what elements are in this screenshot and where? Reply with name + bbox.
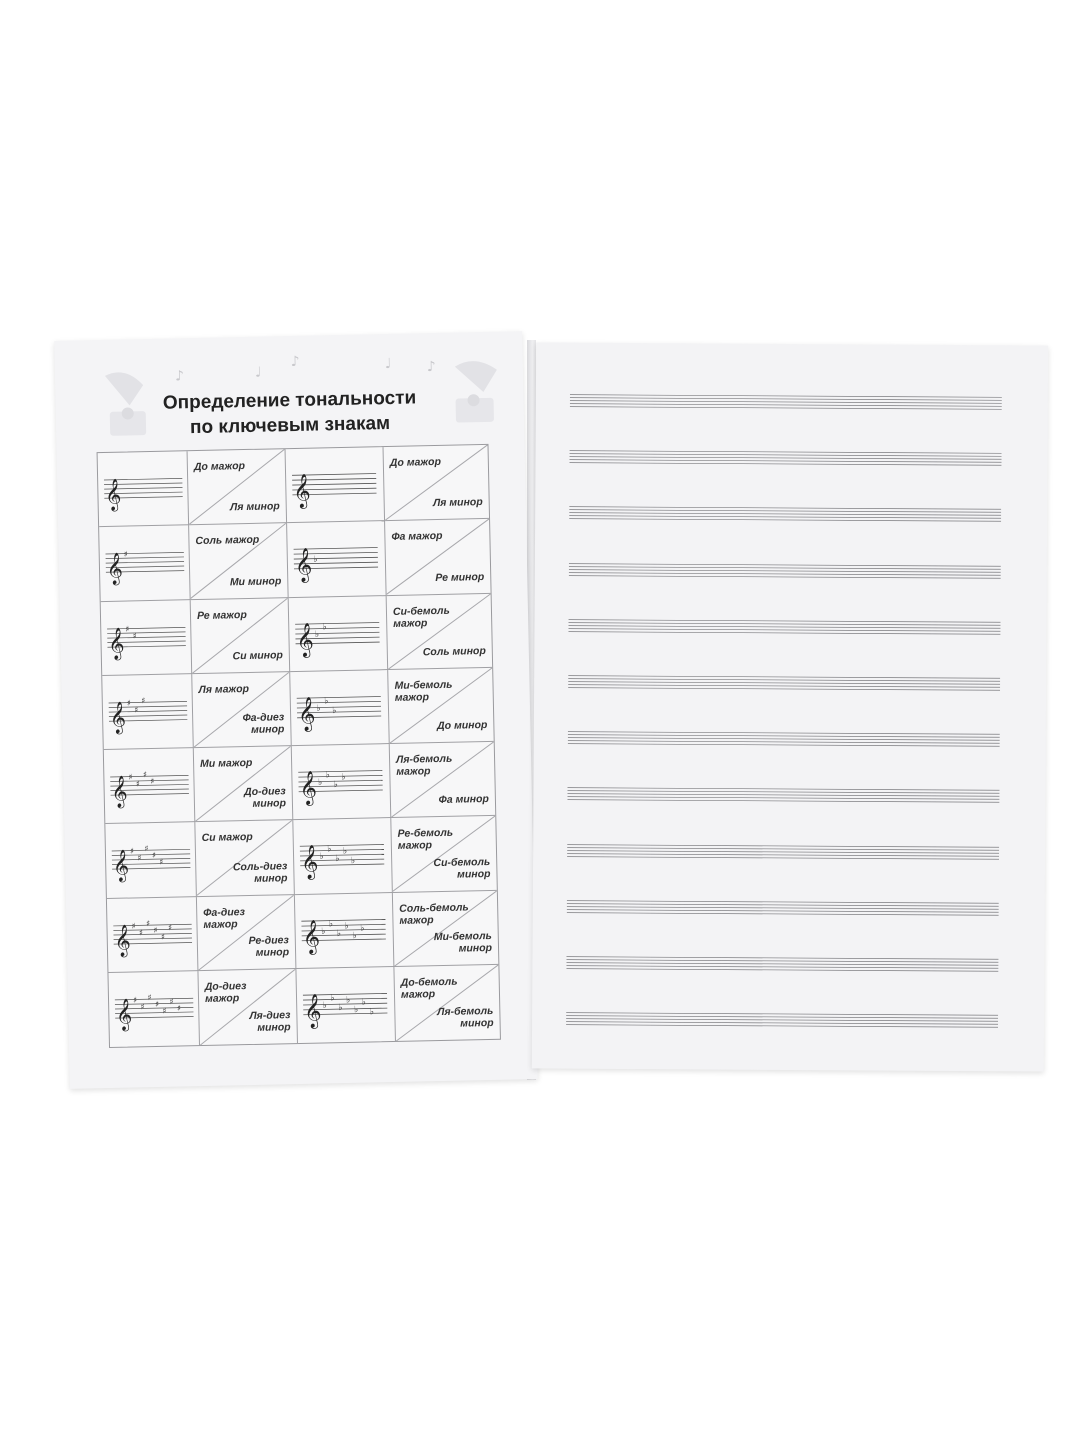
flat-key-staff [294, 684, 383, 734]
minor-key-label: Си минор [232, 649, 283, 663]
key-name-cell [387, 593, 493, 669]
minor-key-label: Фа-диез минор [242, 711, 285, 736]
flat-signature-cell [296, 967, 396, 1043]
minor-key-label: Ми-бемоль минор [433, 929, 493, 955]
treble-clef-icon: 𝄞 [296, 621, 315, 657]
key-name-cell [189, 523, 289, 599]
flat-icon: ♭ [335, 854, 340, 865]
major-key-label: Ля-бемоль мажор [395, 752, 453, 778]
empty-music-staff [566, 1011, 998, 1030]
sharp-signature-cell [101, 600, 193, 676]
treble-clef-icon: 𝄞 [111, 776, 128, 808]
flat-key-staff [299, 907, 388, 957]
sharp-key-staff [113, 985, 196, 1035]
sharp-key-staff [108, 762, 191, 812]
empty-music-staff [568, 674, 1000, 693]
treble-clef-icon: 𝄞 [294, 547, 313, 582]
key-name-cell [197, 895, 297, 971]
sharp-icon: ♯ [123, 548, 128, 560]
sharp-icon: ♯ [135, 778, 140, 789]
flat-icon: ♭ [317, 777, 323, 789]
treble-clef-icon: 𝄞 [106, 553, 124, 585]
flat-icon: ♭ [322, 621, 327, 633]
page-title-line2: по ключевым знакам [189, 412, 391, 439]
sharp-icon: ♯ [169, 995, 174, 1006]
flat-key-staff [290, 461, 379, 511]
minor-key-label: До-диез минор [243, 785, 287, 811]
sharp-icon: ♯ [140, 1001, 145, 1012]
note-icon: ♪ [174, 368, 185, 385]
flat-icon: ♭ [353, 1004, 359, 1015]
major-key-label: До-бемоль мажор [400, 975, 458, 1001]
flat-icon: ♭ [319, 852, 324, 863]
empty-music-staff [566, 955, 998, 974]
note-icon: ♪ [426, 358, 436, 376]
major-key-label: Ре мажор [196, 608, 247, 622]
minor-key-label: Ля минор [432, 496, 483, 510]
sharp-icon: ♯ [131, 920, 136, 931]
flat-signature-cell [295, 893, 395, 969]
flat-key-staff [298, 832, 387, 882]
sharp-icon: ♯ [141, 694, 146, 705]
treble-clef-icon: 𝄞 [303, 992, 322, 1028]
sharp-signature-cell [98, 451, 190, 527]
flat-icon: ♭ [327, 844, 332, 855]
flat-icon: ♭ [342, 846, 348, 857]
key-name-cell [188, 449, 288, 525]
key-name-cell [198, 969, 298, 1045]
major-key-label: До-диез мажор [204, 979, 247, 1005]
sharp-signature-cell [104, 748, 196, 824]
key-name-cell [391, 816, 497, 892]
sharp-key-staff [105, 614, 188, 664]
major-key-label: Си мажор [201, 831, 253, 845]
flat-icon: ♭ [325, 770, 330, 781]
key-name-cell [388, 668, 494, 744]
treble-clef-icon: 𝄞 [299, 770, 318, 805]
minor-key-label: Соль минор [422, 644, 486, 659]
empty-music-staff [567, 842, 999, 861]
major-key-label: Ля мажор [198, 682, 250, 696]
sharp-key-staff [103, 540, 186, 590]
major-key-label: Ре-бемоль мажор [397, 826, 454, 853]
empty-music-staff [568, 617, 1000, 636]
sharp-icon: ♯ [125, 623, 130, 634]
sharp-signature-cell [105, 822, 197, 898]
sharp-icon: ♯ [159, 856, 164, 867]
treble-clef-icon: 𝄞 [109, 702, 127, 734]
sharp-icon: ♯ [150, 775, 155, 786]
sharp-signature-cell [102, 674, 194, 750]
right-page-staff-paper [532, 342, 1048, 1071]
flat-icon: ♭ [321, 926, 326, 937]
flat-icon: ♭ [324, 696, 329, 707]
flat-icon: ♭ [369, 1006, 375, 1018]
empty-music-staff [567, 898, 999, 917]
sharp-icon: ♯ [167, 921, 173, 932]
key-signature-table [97, 444, 501, 1048]
sharp-icon: ♯ [162, 1005, 167, 1016]
treble-clef-icon: 𝄞 [114, 924, 132, 957]
treble-clef-icon: 𝄞 [104, 479, 122, 511]
sharp-icon: ♯ [132, 629, 137, 640]
sharp-icon: ♯ [129, 845, 135, 857]
sharp-icon: ♯ [144, 843, 149, 854]
flat-icon: ♭ [341, 772, 346, 783]
flat-icon: ♭ [322, 1000, 327, 1011]
sharp-signature-cell [99, 525, 191, 601]
flat-icon: ♭ [336, 928, 342, 939]
left-page [54, 331, 538, 1089]
key-name-cell [195, 820, 295, 896]
flat-icon: ♭ [361, 997, 367, 1008]
note-icon: ♩ [384, 355, 392, 373]
flat-signature-cell [289, 596, 389, 672]
flat-icon: ♭ [313, 555, 318, 566]
major-key-label: Си-бемоль мажор [392, 604, 450, 630]
minor-key-label: Си-бемоль минор [433, 855, 491, 881]
sharp-key-staff [110, 836, 193, 886]
sharp-icon: ♯ [147, 991, 152, 1002]
sharp-icon: ♯ [142, 769, 148, 780]
page-title-line1: Определение тональности [162, 387, 417, 414]
sharp-icon: ♯ [132, 994, 138, 1005]
minor-key-label: Фа минор [438, 793, 490, 807]
major-key-label: Соль мажор [195, 533, 260, 548]
flat-icon: ♭ [316, 703, 321, 714]
sharp-icon: ♯ [128, 771, 133, 782]
treble-clef-icon: 𝄞 [292, 473, 312, 508]
minor-key-label: Ми минор [229, 574, 282, 588]
empty-music-staff [568, 730, 1000, 749]
flat-signature-cell [287, 521, 387, 597]
note-icon: ♩ [254, 364, 262, 381]
note-icon: ♪ [290, 353, 300, 371]
key-name-cell [384, 445, 490, 521]
major-key-label: Фа-диез мажор [203, 905, 245, 931]
sharp-key-staff [107, 688, 190, 738]
minor-key-label: Ре минор [435, 570, 485, 584]
flat-icon: ♭ [332, 705, 337, 716]
flat-signature-cell [292, 744, 392, 820]
sharp-signature-cell [108, 971, 200, 1047]
empty-music-staff [569, 505, 1001, 524]
minor-key-label: До минор [436, 718, 488, 733]
empty-music-staff [569, 561, 1001, 580]
key-name-cell [394, 965, 500, 1041]
treble-clef-icon: 𝄞 [300, 844, 319, 879]
major-key-label: До мажор [193, 460, 246, 474]
treble-clef-icon: 𝄞 [115, 999, 133, 1031]
flat-key-staff [293, 610, 382, 660]
flat-key-staff [301, 981, 390, 1031]
major-key-label: До мажор [389, 455, 442, 469]
key-name-cell [192, 672, 292, 748]
treble-clef-icon: 𝄞 [297, 696, 316, 731]
key-name-cell [385, 519, 491, 595]
key-name-cell [194, 746, 294, 822]
sharp-key-staff [111, 911, 194, 961]
sharp-icon: ♯ [134, 704, 139, 715]
sharp-key-staff [102, 465, 185, 515]
major-key-label: Ми-бемоль мажор [394, 678, 453, 704]
minor-key-label: Ре-диез минор [248, 933, 290, 959]
major-key-label: Ми мажор [199, 756, 253, 771]
sharp-icon: ♯ [151, 850, 156, 861]
sharp-icon: ♯ [138, 926, 144, 937]
flat-signature-cell [286, 447, 386, 523]
flat-icon: ♭ [345, 995, 351, 1006]
treble-clef-icon: 𝄞 [107, 627, 125, 660]
major-key-label: Фа мажор [391, 530, 443, 544]
minor-key-label: Ля-диез минор [249, 1009, 291, 1034]
flat-icon: ♭ [350, 856, 356, 867]
key-name-cell [191, 598, 291, 674]
treble-clef-icon: 𝄞 [302, 918, 321, 954]
flat-icon: ♭ [344, 921, 349, 932]
sharp-icon: ♯ [137, 852, 142, 863]
minor-key-label: Ля минор [229, 500, 280, 514]
flat-icon: ♭ [352, 930, 357, 941]
empty-music-staff [567, 786, 999, 805]
flat-key-staff [291, 535, 380, 585]
flat-key-staff [296, 758, 385, 808]
flat-icon: ♭ [328, 918, 334, 929]
sharp-icon: ♯ [160, 930, 165, 942]
flat-icon: ♭ [338, 1002, 343, 1013]
flat-icon: ♭ [360, 923, 365, 934]
major-key-label: Соль-бемоль мажор [399, 900, 469, 927]
sharp-icon: ♯ [154, 998, 160, 1009]
sharp-signature-cell [107, 897, 199, 973]
flat-signature-cell [293, 818, 393, 894]
key-name-cell [390, 742, 496, 818]
sharp-icon: ♯ [176, 1002, 182, 1013]
flat-icon: ♭ [333, 780, 338, 791]
sharp-icon: ♯ [126, 697, 131, 708]
sharp-icon: ♯ [153, 924, 158, 935]
flat-signature-cell [290, 670, 390, 746]
empty-music-staff [569, 449, 1001, 468]
flat-icon: ♭ [330, 993, 335, 1004]
minor-key-label: Ля-бемоль минор [437, 1004, 494, 1030]
empty-music-staff [570, 393, 1002, 412]
flat-icon: ♭ [314, 629, 320, 640]
treble-clef-icon: 𝄞 [112, 850, 130, 882]
minor-key-label: Соль-диез минор [232, 859, 288, 885]
key-name-cell [393, 890, 499, 966]
sharp-icon: ♯ [145, 917, 151, 928]
